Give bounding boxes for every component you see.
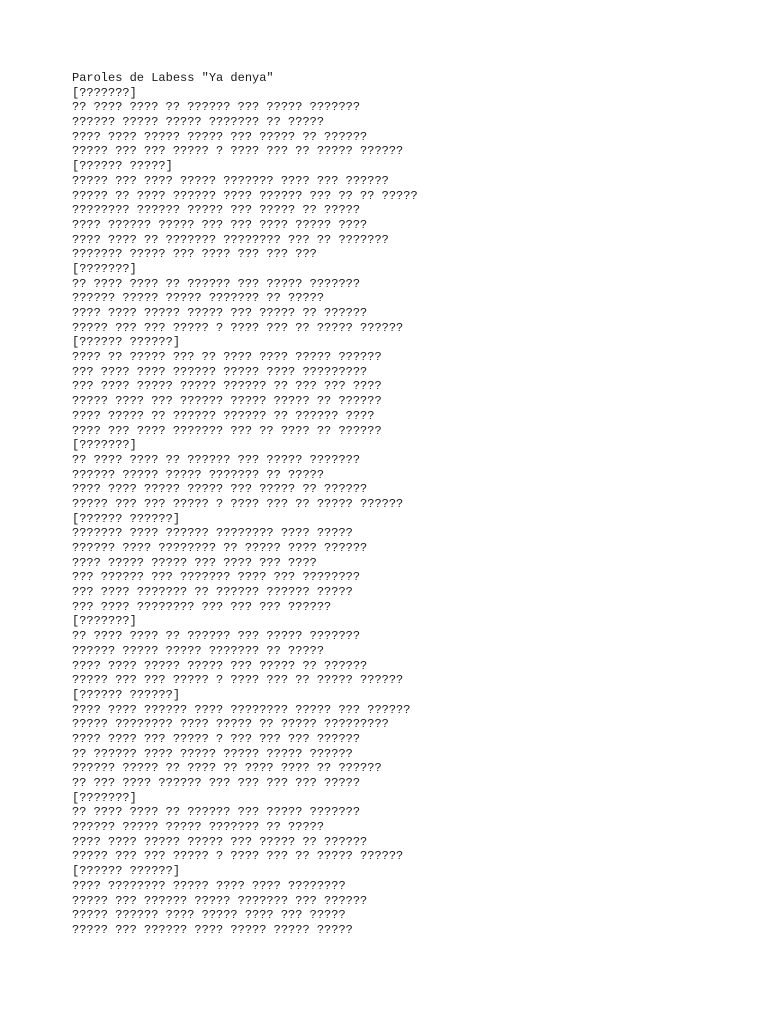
lyric-line: ??? ???? ???????? ??? ??? ??? ?????? (72, 599, 332, 614)
lyric-line: ?? ???? ???? ?? ?????? ??? ????? ??????? (72, 276, 361, 291)
lyric-line: ????? ??? ??? ????? ? ???? ??? ?? ????? ?????? (72, 849, 404, 864)
lyric-line: ?? ???? ???? ?? ?????? ??? ????? ??????? (72, 629, 361, 644)
lyrics-document (72, 71, 752, 938)
lyric-line: ???? ???? ????? ????? ??? ????? ?? ?????? (72, 658, 368, 673)
lyric-line: ????? ??? ??? ????? ? ???? ??? ?? ????? ?????? (72, 496, 404, 511)
lyric-line: ???? ???? ?? ??????? ???????? ??? ?? ??????? (72, 232, 389, 247)
lyric-line: ???? ???????? ????? ???? ???? ???????? (72, 878, 346, 893)
lyric-line: ??? ?????? ??? ??????? ???? ??? ???????? (72, 570, 361, 585)
lyric-line: ????? ??? ??? ????? ? ???? ??? ?? ????? ?????? (72, 144, 404, 159)
lyric-line: [???????] (72, 614, 137, 629)
lyric-line: ???? ??? ???? ??????? ??? ?? ???? ?? ?????? (72, 423, 382, 438)
lyric-line: ??? ???? ???? ?????? ????? ???? ????????? (72, 364, 368, 379)
lyric-line: ?????? ???? ???????? ?? ????? ???? ?????? (72, 541, 368, 555)
lyric-line: ???? ?????? ????? ??? ??? ???? ????? ???? (72, 217, 368, 232)
lyric-line: [???????] (72, 85, 137, 100)
lyric-line: ????? ??? ?????? ???? ????? ????? ????? (72, 922, 353, 937)
lyric-line: ???? ?? ????? ??? ?? ???? ???? ????? ?????? (72, 350, 382, 365)
lyric-line: ??? ???? ????? ????? ?????? ?? ??? ??? ???? (72, 379, 382, 394)
lyric-line: ??? ???? ??????? ?? ?????? ?????? ????? (72, 585, 353, 600)
lyric-line: ????? ??? ???? ????? ??????? ???? ??? ?????? (72, 173, 389, 188)
lyric-line: ????? ?????? ???? ????? ???? ??? ????? (72, 908, 346, 923)
lyric-line: [???????] (72, 261, 137, 276)
lyric-line: [???????] (72, 438, 137, 453)
lyric-line: ??????? ????? ??? ???? ??? ??? ??? (72, 247, 317, 262)
lyric-line: ???? ???? ?????? ???? ???????? ????? ??? ?????? (72, 702, 411, 717)
lyric-line: [???????] (72, 790, 137, 805)
lyric-line: ?? ??? ???? ?????? ??? ??? ??? ??? ????? (72, 776, 361, 790)
lyric-line: ????? ??? ??? ????? ? ???? ??? ?? ????? ?????? (72, 673, 404, 688)
lyric-line: ???? ???? ??? ????? ? ??? ??? ??? ?????? (72, 731, 361, 746)
lyric-line: ?????? ????? ????? ??????? ?? ????? (72, 291, 325, 306)
lyric-line: ????? ??? ?????? ????? ??????? ??? ?????? (72, 893, 368, 908)
lyric-line: [?????? ??????] (72, 511, 181, 526)
lyric-line: ???? ???? ????? ????? ??? ????? ?? ?????? (72, 482, 368, 497)
lyric-line: ???? ???? ????? ????? ??? ????? ?? ?????? (72, 306, 368, 320)
lyric-line: [?????? ?????] (72, 159, 173, 174)
lyric-line: ?? ???? ???? ?? ?????? ??? ????? ??????? (72, 452, 361, 467)
lyric-line: ?? ???? ???? ?? ?????? ??? ????? ??????? (72, 805, 361, 820)
lyric-line: ?????? ????? ????? ??????? ?? ????? (72, 467, 325, 482)
lyric-line: ?????? ????? ?? ???? ?? ???? ???? ?? ?????? (72, 761, 382, 776)
lyric-line: ?? ???? ???? ?? ?????? ??? ????? ??????? (72, 100, 361, 115)
lyric-line: ?????? ????? ????? ??????? ?? ????? (72, 643, 325, 658)
lyric-line: ????? ??? ??? ????? ? ???? ??? ?? ????? ?????? (72, 320, 404, 335)
lyric-line: ???????? ?????? ????? ??? ????? ?? ????? (72, 203, 361, 218)
lyric-line: [?????? ??????] (72, 335, 181, 350)
lyric-line: ?????? ????? ????? ??????? ?? ????? (72, 820, 325, 835)
lyric-line: ???? ???? ????? ????? ??? ????? ?? ?????? (72, 129, 368, 144)
document-title: Paroles de Labess "Ya denya" (72, 71, 274, 85)
lyric-line: ???? ????? ????? ??? ???? ??? ???? (72, 555, 317, 570)
lyrics-lines (72, 86, 752, 938)
lyric-line: ???? ????? ?? ?????? ?????? ?? ?????? ???? (72, 408, 375, 423)
lyric-line: ?????? ????? ????? ??????? ?? ????? (72, 115, 325, 130)
lyric-line: ?? ?????? ???? ????? ????? ????? ?????? (72, 746, 353, 761)
lyric-line: [?????? ??????] (72, 864, 181, 879)
lyric-line: ????? ?? ???? ?????? ???? ?????? ??? ?? ?? ????? (72, 188, 418, 203)
lyric-line: ??????? ???? ?????? ???????? ???? ????? (72, 526, 353, 541)
lyric-line: ???? ???? ????? ????? ??? ????? ?? ?????? (72, 834, 368, 849)
lyric-line: ????? ???? ??? ?????? ????? ????? ?? ?????? (72, 394, 382, 409)
lyric-line: [?????? ??????] (72, 687, 181, 702)
lyric-line: ????? ???????? ???? ????? ?? ????? ????????? (72, 717, 389, 732)
